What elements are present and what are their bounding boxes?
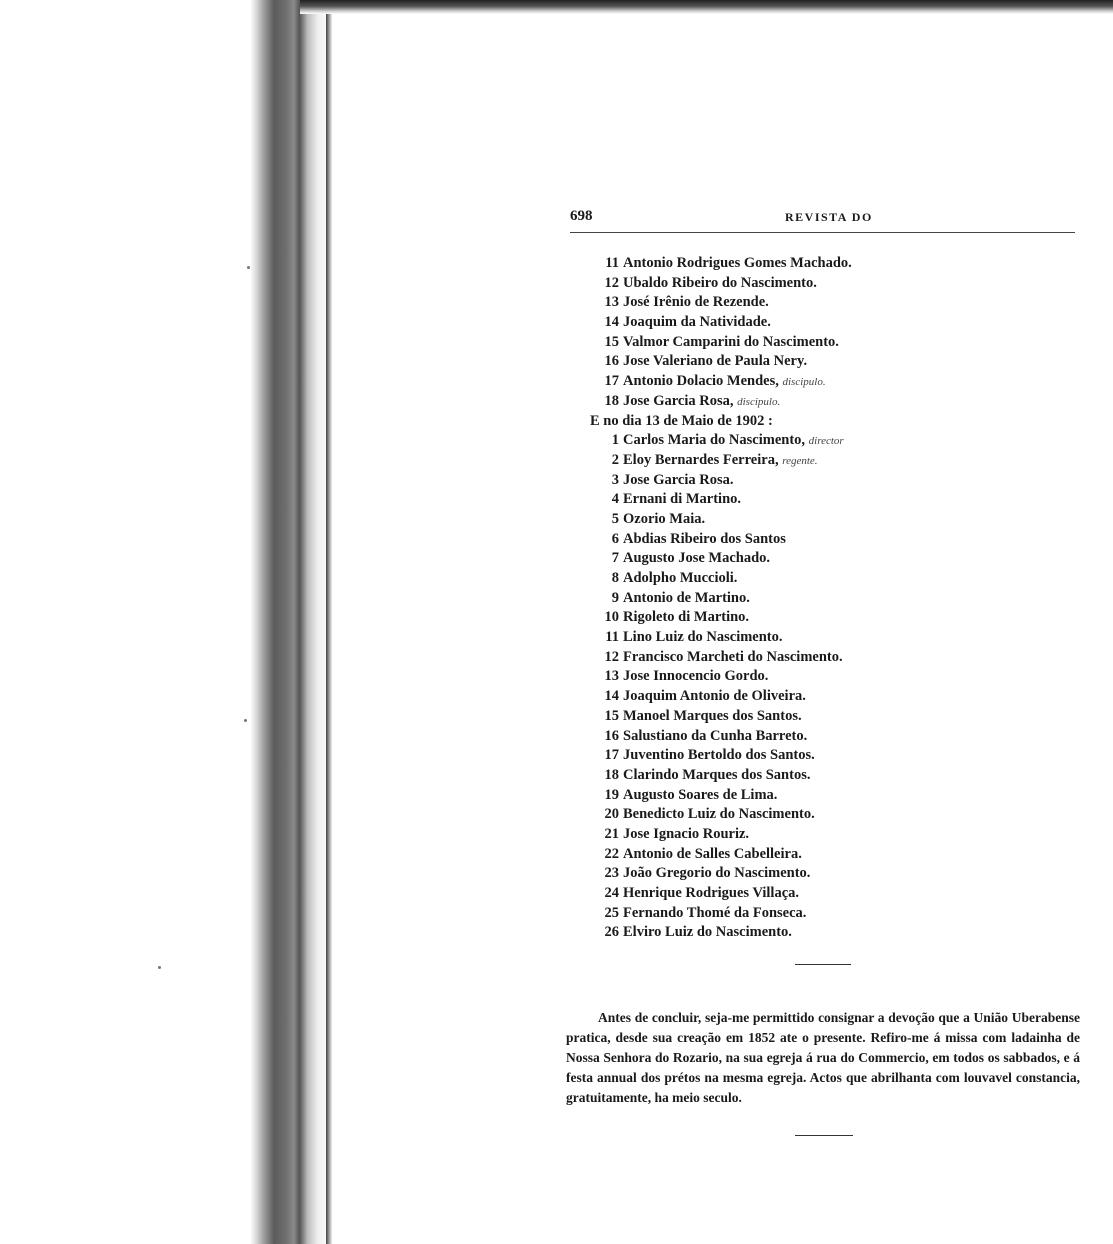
list-item: 16 Salustiano da Cunha Barreto. <box>604 727 808 744</box>
list-item: 14 Joaquim da Natividade. <box>604 314 771 331</box>
list-item: 3 Jose Garcia Rosa. <box>611 471 734 488</box>
list-item: 8 Adolpho Muccioli. <box>611 570 738 586</box>
list-item: 17 Antonio Dolacio Mendes, discipulo. <box>604 373 826 390</box>
page-header <box>570 208 1075 233</box>
closing-paragraph: Antes de concluir, seja-me permittido consignar a devoção que a União Uberabense pratica, desde sua creação em 1852 ate o presente. Refiro-me á missa com ladainha de Nossa Senhora do Rozario, na sua egreja á rua do Commercio, em todos os sabbados, e á festa annual dos prétos na mesma egreja. Actos que abrilhanta com louvavel constancia, gratuitamente, ha meio seculo. <box>566 1009 1080 1106</box>
section-divider <box>795 964 851 965</box>
list-item: 11 Lino Luiz do Nascimento. <box>605 629 783 646</box>
list-item: 6 Abdias Ribeiro dos Santos <box>611 530 786 547</box>
paper-speck <box>244 719 247 722</box>
paper-speck <box>247 266 250 269</box>
list-item: 22 Antonio de Salles Cabelleira. <box>604 845 802 862</box>
list-item: 15 Manoel Marques dos Santos. <box>604 707 802 724</box>
page-number: 698 <box>570 208 593 224</box>
list-item: 23 João Gregorio do Nascimento. <box>604 865 811 882</box>
list-second-group <box>585 431 1055 943</box>
list-item: 18 Clarindo Marques dos Santos. <box>604 766 811 783</box>
list-item: 18 Jose Garcia Rosa, discipulo. <box>604 392 781 409</box>
list-item: 12 Ubaldo Ribeiro do Nascimento. <box>604 274 817 291</box>
list-item: 26 Elviro Luiz do Nascimento. <box>604 924 792 941</box>
list-item: 16 Jose Valeriano de Paula Nery. <box>604 353 808 370</box>
running-title: REVISTA DO <box>785 210 873 224</box>
paper-speck <box>158 966 161 969</box>
list-item: 13 José Irênio de Rezende. <box>604 294 769 311</box>
list-item: 19 Augusto Soares de Lima. <box>604 786 778 803</box>
end-divider <box>795 1135 853 1136</box>
role-label: discipulo. <box>737 395 781 408</box>
list-item: 20 Benedicto Luiz do Nascimento. <box>604 806 815 823</box>
list-item: 1 Carlos Maria do Nascimento, director <box>611 432 844 449</box>
page-fold <box>326 0 332 1244</box>
list-item: 15 Valmor Camparini do Nascimento. <box>604 333 839 350</box>
member-list <box>585 254 1055 943</box>
page-top-edge <box>300 0 1113 14</box>
list-item: 4 Ernani di Martino. <box>611 491 742 508</box>
role-label: discipulo. <box>782 376 826 389</box>
list-item: 13 Jose Innocencio Gordo. <box>604 668 769 685</box>
list-item: 9 Antonio de Martino. <box>611 589 750 606</box>
list-item: 24 Henrique Rodrigues Villaça. <box>604 885 800 901</box>
list-first-group <box>585 254 1055 412</box>
book-gutter-shadow <box>250 0 330 1244</box>
list-item: 10 Rigoleto di Martino. <box>604 609 750 626</box>
date-line: E no dia 13 de Maio de 1902 : <box>590 412 773 429</box>
list-item: 7 Augusto Jose Machado. <box>611 550 771 567</box>
role-label: regente. <box>782 454 818 467</box>
list-item: 25 Fernando Thomé da Fonseca. <box>604 904 807 921</box>
list-item: 21 Jose Ignacio Rouriz. <box>604 825 750 842</box>
list-item: 17 Juventino Bertoldo dos Santos. <box>604 747 815 764</box>
list-item: 11 Antonio Rodrigues Gomes Machado. <box>605 255 852 271</box>
list-item: 12 Francisco Marcheti do Nascimento. <box>604 648 843 665</box>
role-label: director <box>808 435 844 448</box>
list-item: 5 Ozorio Maia. <box>611 510 706 527</box>
list-item: 14 Joaquim Antonio de Oliveira. <box>604 688 806 705</box>
list-item: 2 Eloy Bernardes Ferreira, regente. <box>611 451 818 468</box>
